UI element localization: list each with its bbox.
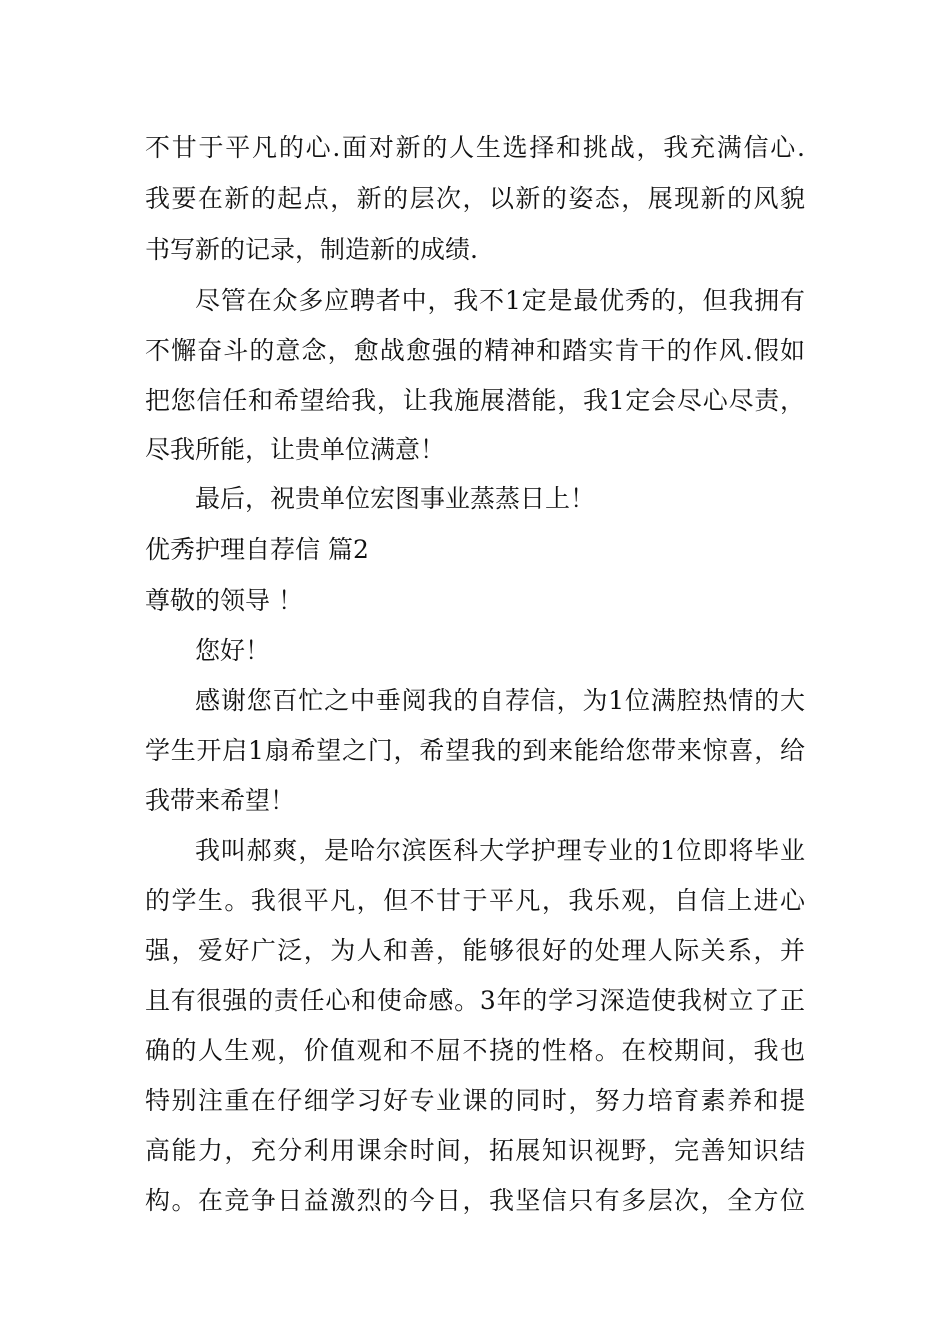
text-line: 我带来希望！ (145, 786, 296, 815)
text-line: 书写新的记录，制造新的成绩. (145, 235, 478, 264)
text-line: 确的人生观，价值观和不屈不挠的性格。在校期间，我也 (145, 1036, 805, 1065)
text-line: 且有很强的责任心和使命感。3年的学习深造使我树立了正 (145, 986, 805, 1015)
greeting: 您好！ (195, 636, 271, 665)
text-line: 强，爱好广泛，为人和善，能够很好的处理人际关系，并 (145, 936, 805, 965)
section-heading: 优秀护理自荐信 篇2 (145, 535, 369, 564)
text-line: 构。在竞争日益激烈的今日，我坚信只有多层次，全方位 (145, 1186, 805, 1215)
salutation: 尊敬的领导 ！ (145, 586, 303, 615)
text-line: 尽我所能，让贵单位满意！ (145, 435, 446, 464)
text-line: 不甘于平凡的心.面对新的人生选择和挑战，我充满信心. (145, 133, 805, 162)
text-line: 特别注重在仔细学习好专业课的同时，努力培育素养和提 (145, 1086, 805, 1115)
text-line: 尽管在众多应聘者中，我不1定是最优秀的，但我拥有 (195, 286, 805, 315)
text-line: 我要在新的起点，新的层次，以新的姿态，展现新的风貌 (145, 184, 805, 213)
text-line: 把您信任和希望给我，让我施展潜能，我1定会尽心尽责， (145, 386, 805, 415)
text-line: 最后，祝贵单位宏图事业蒸蒸日上！ (195, 484, 596, 513)
text-line: 的学生。我很平凡，但不甘于平凡，我乐观，自信上进心 (145, 886, 805, 915)
text-line: 学生开启1扇希望之门，希望我的到来能给您带来惊喜，给 (145, 736, 805, 765)
text-line: 我叫郝爽，是哈尔滨医科大学护理专业的1位即将毕业 (195, 836, 805, 865)
text-line: 高能力，充分利用课余时间，拓展知识视野，完善知识结 (145, 1136, 805, 1165)
text-line: 感谢您百忙之中垂阅我的自荐信，为1位满腔热情的大 (195, 686, 805, 715)
text-line: 不懈奋斗的意念，愈战愈强的精神和踏实肯干的作风.假如 (145, 336, 805, 365)
